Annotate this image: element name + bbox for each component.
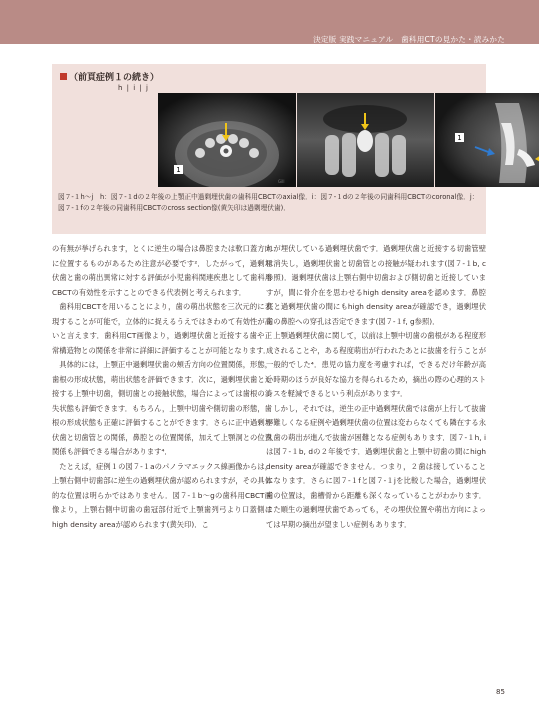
paragraph: たとえば，症例１の図７-１aのパノラマエックス線画像からは，上顎右側中切歯部に逆生の過剰埋伏歯が認められますが，その具体的な位置は明らかではありません．図７-１b〜gの歯科用CBCT画像より，上顎右側中切歯の歯冠部付近で上顎歯列弓より口蓋側にhigh density areaが認められます(黄矢印)．こ bbox=[52, 461, 272, 529]
figure-heading bbox=[60, 70, 159, 83]
cross-section-ct-image bbox=[435, 93, 539, 187]
paragraph: 上顎過剰埋伏歯に関して，以前は上顎中切歯の歯根がある程度形成されることや，ある程度萌出が行われたあとに抜歯を行うことが一般的でした⁴．患児の協力度を考慮すれば，できるだけ年齢が高い時期のほうが良好な協力を得られるため，摘出の際の心理的ストレスを軽減できるという利点があります²． bbox=[266, 331, 486, 398]
body-right-column bbox=[266, 242, 486, 532]
paragraph: 具体的には，上顎正中過剰埋伏歯の頬舌方向の位置関係，形態，歯根の形成状態，萌出状態を評価できます．次に，過剰埋伏歯と近接する上顎中切歯，側切歯との接触状態，場合によっては歯根の消失状態も評価できます．もちろん，上顎中切歯や側切歯の形態，歯根の形成状態も正確に評価することができます．さらに正中過剰埋伏歯と切歯管との関係，鼻腔との位置関係，加えて上顎洞との位置関係も評価できる場合があります⁴． bbox=[52, 360, 272, 456]
axial-ct-image bbox=[158, 93, 296, 187]
body-left-column bbox=[52, 242, 272, 532]
page-number: 85 bbox=[496, 688, 505, 696]
svg-text:1: 1 bbox=[457, 134, 462, 142]
paragraph: の有無が挙げられます，とくに逆生の場合は鼻腔または軟口蓋方向に位置するものがあるため注意が必要です²．したがって，過剰埋伏歯と歯の萌出異常に対する評価が小児歯科関連疾患として歯科用CBCTの有効性を示すことのできる代表例と考えられます． bbox=[52, 244, 272, 297]
heading-marker-icon bbox=[60, 73, 67, 80]
figure-heading-text: （前頁症例１の続き） bbox=[69, 73, 160, 83]
paragraph: れが埋伏している過剰埋伏歯です．過剰埋伏歯と近接する切歯管壁は消失し，過剰埋伏歯と切歯管との接触が疑われます(図７-１b, c参照)．過剰埋伏歯は上顎右側中切歯および側切歯と近接していますが，間に骨介在を思わせるhigh density areaを認めます．鼻腔底と過剰埋伏歯の間にもhigh density areaが確認でき，過剰埋伏歯の鼻腔への穿孔は否定できます(図７-１f, g参照)． bbox=[266, 244, 486, 326]
figure-caption: 図７-１h〜j h：図７-１dの２年後の上顎正中過剰埋伏歯の歯科用CBCTのaxial像．i：図７-１dの２年後の同歯科用CBCTのcoronal像．j：図７-１fの２年後の同歯科用CBCTのcross section像(黄矢印は過剰埋伏歯)． bbox=[58, 193, 479, 212]
svg-text:1: 1 bbox=[176, 166, 181, 174]
running-header-title: 決定版 実践マニュアル 歯科用CTの見かた・読みかた bbox=[313, 35, 505, 44]
paragraph: しかし，それでは，逆生の正中過剰埋伏歯では歯が上行して抜歯が難しくなる症例や過剰埋伏歯の位置は変わらなくても隣在する永久歯の萌出が進んで抜歯が困難となる症例もあります．図７-１h, iは図７-１b, dの２年後です．過剰埋伏歯と上顎中切歯の間にhigh density areaが確認できません．つまり，２歯は接していることになります．さらに図７-１fと図７-１jを比較した場合，過剰埋伏歯の位置は，歯槽骨から距離も深くなっていることがわかります．また順生の過剰埋伏歯であっても，その埋伏位置や萌出方向によっては早期の摘出が望ましい症例もあります． bbox=[266, 403, 486, 529]
paragraph: 歯科用CBCTを用いることにより，歯の萌出状態を三次元的に表現することが可能で，立体的に捉えるうえではきわめて有効性が高いと言えます．歯科用CT画像より，過剰埋伏歯と近接する歯や正常構造物との関係を非常に詳細に評価することが可能となります． bbox=[52, 302, 272, 355]
figure-box bbox=[52, 64, 486, 234]
svg-text:Gill: Gill bbox=[278, 179, 285, 184]
panel-labels: h | i | j bbox=[118, 84, 149, 92]
coronal-ct-image bbox=[297, 93, 434, 187]
